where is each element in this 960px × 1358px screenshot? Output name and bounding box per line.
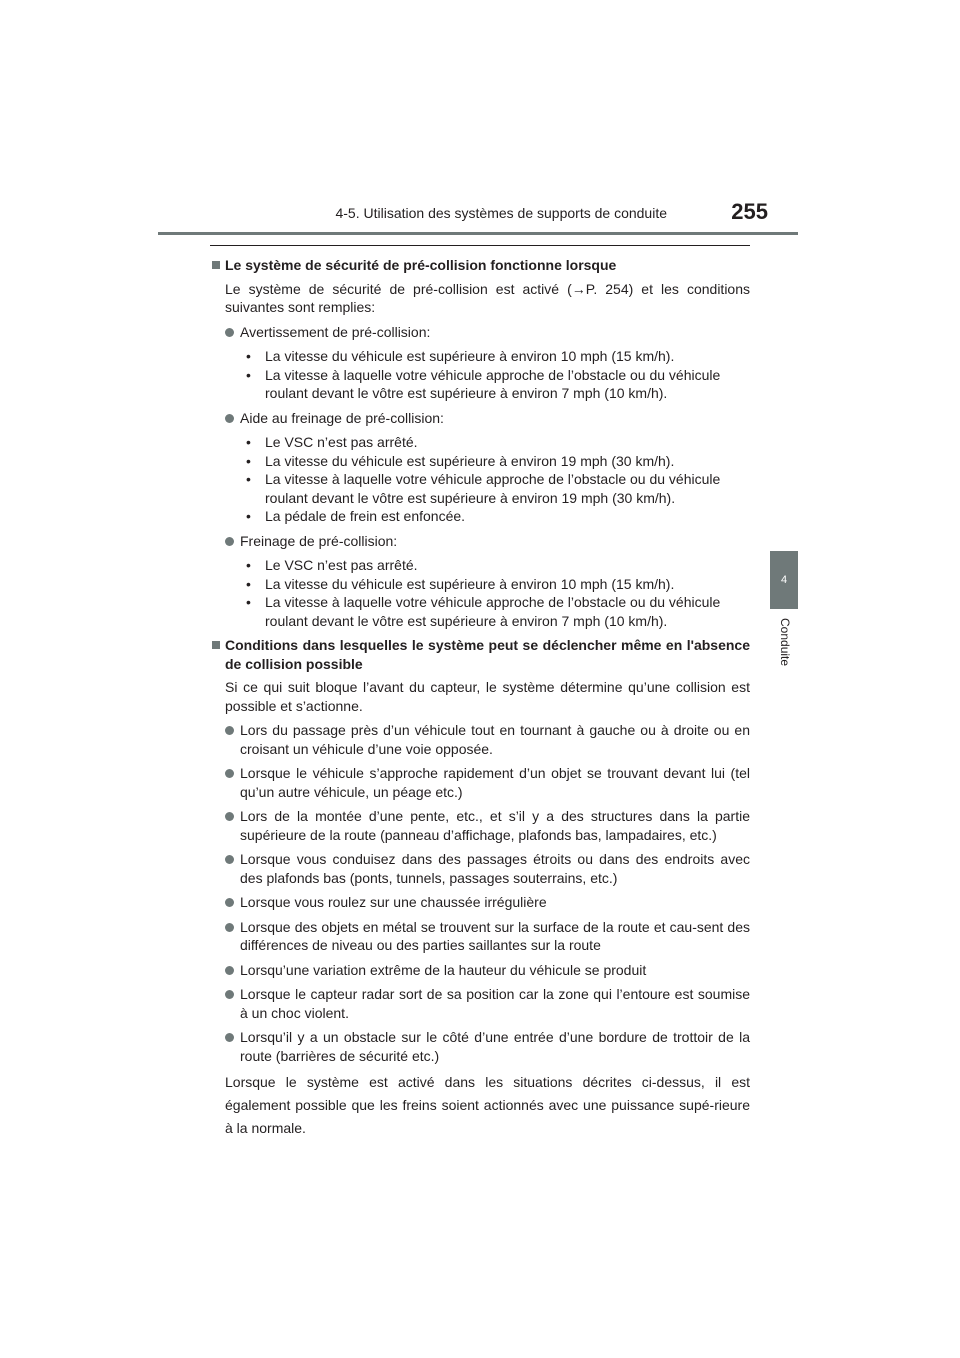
sub-list-item: • La pédale de frein est enfoncée.: [246, 508, 466, 524]
round-bullet-icon: [225, 990, 234, 999]
round-bullet-icon: [225, 923, 234, 932]
list-item: Lors de la montée d’une pente, etc., et s’il y a des structures dans la partie supérieure de la route (panneau d’affichage, plafonds bas, lampadaires, etc.): [210, 807, 750, 844]
sub-list-item: • Le VSC n’est pas arrêté.: [246, 557, 418, 573]
list-item: Aide au freinage de pré-collision:: [210, 409, 750, 428]
section-false-activation-conditions: [210, 636, 750, 1140]
list-item: Avertissement de pré-collision:: [210, 323, 750, 342]
list-item: Lors du passage près d’un véhicule tout en tournant à gauche ou à droite ou en croisant un véhicule d’une voie opposée.: [210, 721, 750, 758]
page-content: [210, 256, 750, 1146]
sub-list-item: • La vitesse du véhicule est supérieure à environ 19 mph (30 km/h).: [246, 452, 675, 469]
round-bullet-icon: [225, 1033, 234, 1042]
list-item: Freinage de pré-collision:: [210, 532, 750, 551]
section-intro: Si ce qui suit bloque l’avant du capteur, le système détermine qu’une collision est possible et s’actionne.: [225, 679, 750, 714]
list-item: Lorsque le capteur radar sort de sa position car la zone qui l’entoure est soumise à un choc violent.: [210, 985, 750, 1022]
page-number: 255: [731, 199, 768, 224]
header-rule: [158, 232, 798, 235]
sub-list: [210, 433, 750, 526]
section-heading: Le système de sécurité de pré-collision fonctionne lorsque: [210, 256, 750, 275]
round-bullet-icon: [225, 812, 234, 821]
round-bullet-icon: [225, 966, 234, 975]
closing-paragraph: Lorsque le système est activé dans les situations décrites ci-dessus, il est également possible que les freins soient actionnés avec une puissance supé-rieure à la normale.: [225, 1074, 750, 1136]
sub-list: [210, 347, 750, 403]
round-bullet-icon: [225, 726, 234, 735]
chapter-number: 4: [780, 574, 788, 586]
round-bullet-icon: [225, 898, 234, 907]
list-item: Lorsque des objets en métal se trouvent sur la surface de la route et cau-sent des différences de niveau ou des parties saillantes sur la route: [210, 918, 750, 955]
round-bullet-icon: [225, 855, 234, 864]
list-item: Lorsqu’une variation extrême de la hauteur du véhicule se produit: [210, 961, 750, 980]
list-item: Lorsque le véhicule s’approche rapidement d’un objet se trouvant devant lui (tel qu’un autre véhicule, un péage etc.): [210, 764, 750, 801]
round-bullet-icon: [225, 769, 234, 778]
round-bullet-icon: [225, 328, 234, 337]
list-item: Lorsqu’il y a un obstacle sur le côté d’une entrée d’une bordure de trottoir de la route (barrières de sécurité etc.): [210, 1028, 750, 1065]
round-bullet-icon: [225, 414, 234, 423]
section-intro: Le système de sécurité de pré-collision est activé (→P. 254) et les conditions suivantes sont remplies:: [225, 280, 750, 315]
section-heading: Conditions dans lesquelles le système peut se déclencher même en l'absence de collision possible: [210, 636, 750, 673]
sub-list: [210, 556, 750, 630]
chapter-tab-label: Conduite: [778, 618, 792, 667]
chapter-section-title: 4-5. Utilisation des systèmes de supports de conduite: [335, 205, 667, 221]
sub-list-item: • La vitesse du véhicule est supérieure à environ 10 mph (15 km/h).: [246, 348, 675, 364]
round-bullet-icon: [225, 537, 234, 546]
section-pre-collision-operation: [210, 256, 750, 630]
sub-list-item: • Le VSC n’est pas arrêté.: [246, 434, 418, 450]
sub-list-item: • La vitesse à laquelle votre véhicule approche de l’obstacle ou du véhicule roulant devant le vôtre est supérieure à environ 7 mph (10 km/h).: [246, 366, 721, 401]
sub-list-item: • La vitesse du véhicule est supérieure à environ 10 mph (15 km/h).: [246, 575, 675, 592]
square-bullet-icon: [212, 641, 220, 649]
list-item: Lorsque vous conduisez dans des passages étroits ou dans des endroits avec des plafonds bas (ponts, tunnels, passages souterrains, etc.): [210, 850, 750, 887]
section-rule: [210, 245, 750, 246]
chapter-tab: [770, 551, 798, 609]
sub-list-item: • La vitesse à laquelle votre véhicule approche de l’obstacle ou du véhicule roulant devant le vôtre est supérieure à environ 19 mph (30 km/h).: [246, 471, 721, 506]
sub-list-item: • La vitesse à laquelle votre véhicule approche de l’obstacle ou du véhicule roulant devant le vôtre est supérieure à environ 7 mph (10 km/h).: [246, 594, 721, 629]
list-item: Lorsque vous roulez sur une chaussée irrégulière: [210, 893, 750, 912]
square-bullet-icon: [212, 261, 220, 269]
